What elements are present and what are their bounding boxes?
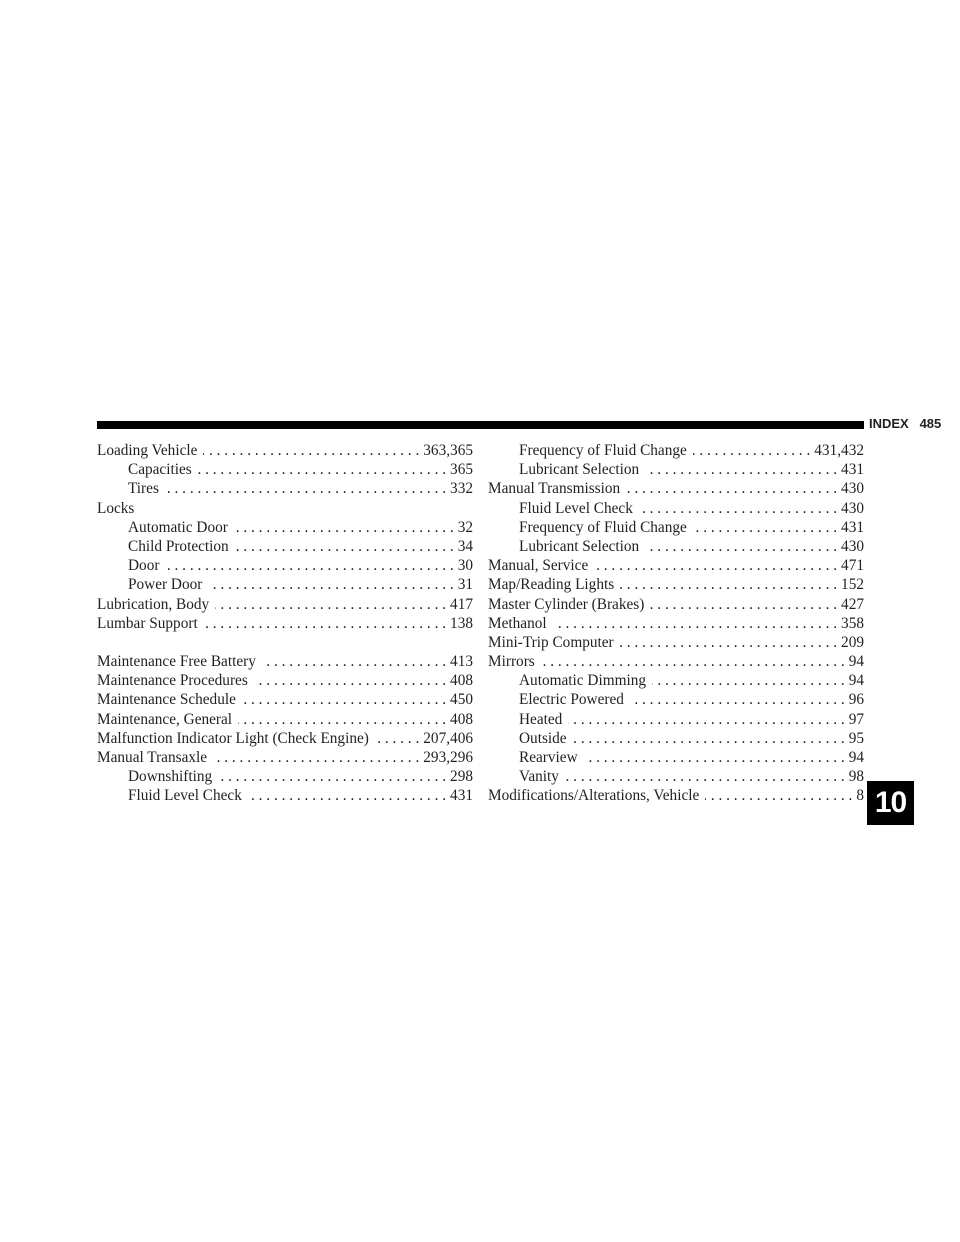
index-entry (97, 499, 473, 518)
index-page-ref: 408 (450, 672, 473, 690)
index-page-ref: 96 (848, 691, 864, 709)
index-term: Fluid Level Check (519, 499, 633, 517)
index-subentry (488, 690, 864, 709)
dot-leader (203, 441, 419, 460)
dot-leader (375, 729, 419, 748)
index-term: Maintenance Schedule (97, 691, 236, 709)
dot-leader (215, 595, 446, 614)
index-page-ref: 431,432 (814, 442, 864, 459)
index-page-ref: 94 (848, 653, 864, 671)
index-page-ref: 431 (450, 787, 473, 805)
index-term: Mini-Trip Computer (488, 633, 614, 651)
index-term: Maintenance Free Battery (97, 653, 256, 671)
dot-leader (650, 595, 837, 614)
dot-leader (165, 556, 453, 575)
dot-leader (235, 537, 454, 556)
index-page-ref: 152 (841, 576, 864, 594)
dot-leader (693, 518, 837, 537)
index-term: Master Cylinder (Brakes) (488, 595, 645, 613)
index-term: Electric Powered (519, 691, 624, 709)
dot-leader (541, 652, 845, 671)
index-term: Manual, Service (488, 557, 589, 575)
index-term: Rearview (519, 749, 578, 766)
index-page-ref: 332 (450, 480, 473, 498)
index-page-ref: 138 (450, 614, 473, 632)
index-term: Malfunction Indicator Light (Check Engine) (97, 729, 369, 747)
dot-leader (553, 614, 837, 633)
index-entry (97, 652, 473, 671)
index-page-ref: 209 (841, 633, 864, 651)
index-term: Lubricant Selection (519, 461, 640, 479)
index-page-ref: 430 (841, 537, 864, 555)
index-subentry (97, 575, 473, 594)
index-term: Locks (97, 499, 135, 517)
dot-leader (234, 518, 454, 537)
dot-leader (594, 556, 837, 575)
index-term: Frequency of Fluid Change (519, 518, 687, 536)
index-page-ref: 431 (841, 461, 864, 479)
index-entry (97, 614, 473, 633)
index-entry (488, 575, 864, 594)
index-entry (488, 633, 864, 652)
index-term: Lumbar Support (97, 614, 198, 632)
dot-leader (242, 690, 446, 709)
dot-leader (248, 786, 446, 805)
index-page-ref: 94 (848, 672, 864, 690)
index-page-ref: 293,296 (423, 749, 473, 766)
dot-leader (568, 710, 844, 729)
dot-leader (213, 748, 419, 767)
index-term: Map/Reading Lights (488, 576, 615, 594)
index-term: Methanol (488, 614, 547, 632)
index-term: Manual Transmission (488, 480, 621, 498)
running-header (869, 416, 941, 432)
index-page-ref: 358 (841, 614, 864, 632)
index-page-ref: 94 (848, 749, 864, 766)
index-page-ref: 431 (841, 518, 864, 536)
index-entry (488, 595, 864, 614)
index-term: Outside (519, 729, 567, 747)
dot-leader (626, 479, 837, 498)
index-entry (97, 441, 473, 460)
index-page-ref: 471 (841, 557, 864, 575)
index-term: Loading Vehicle (97, 442, 198, 459)
header-rule (97, 421, 864, 429)
index-entry (97, 748, 473, 767)
index-page-ref: 417 (450, 595, 473, 613)
dot-leader (208, 575, 453, 594)
index-term: Frequency of Fluid Change (519, 442, 687, 459)
index-term: Mirrors (488, 653, 535, 671)
index-term: Automatic Dimming (519, 672, 647, 690)
index-subentry (488, 671, 864, 690)
index-page-ref: 98 (848, 768, 864, 786)
index-term: Vanity (519, 768, 559, 786)
index-entry (97, 595, 473, 614)
index-page-ref: 34 (457, 537, 473, 555)
dot-leader (639, 499, 837, 518)
index-term: Modifications/Alterations, Vehicle (488, 787, 700, 805)
dot-leader (165, 479, 446, 498)
index-column-right (488, 441, 864, 806)
index-term: Downshifting (128, 768, 213, 786)
dot-leader (584, 748, 845, 767)
index-page-ref: 95 (848, 729, 864, 747)
index-subentry (488, 499, 864, 518)
index-entry (488, 652, 864, 671)
index-term: Lubricant Selection (519, 537, 640, 555)
index-term: Heated (519, 710, 563, 728)
index-term: Lubrication, Body (97, 595, 210, 613)
index-term: Door (128, 557, 160, 575)
index-term: Automatic Door (128, 518, 228, 536)
index-term: Manual Transaxle (97, 749, 208, 766)
index-entry (97, 729, 473, 748)
index-page-ref: 430 (841, 480, 864, 498)
dot-leader (705, 786, 852, 805)
index-subentry (488, 748, 864, 767)
index-subentry (97, 767, 473, 786)
dot-leader (262, 652, 446, 671)
index-entry (488, 786, 864, 805)
dot-leader (645, 537, 837, 556)
index-page-ref: 30 (457, 557, 473, 575)
index-entry (488, 556, 864, 575)
index-term: Maintenance, General (97, 710, 233, 728)
index-subentry (97, 479, 473, 498)
index-page-ref: 363,365 (423, 442, 473, 459)
dot-leader (620, 633, 837, 652)
index-page-ref: 97 (848, 710, 864, 728)
dot-leader (198, 460, 446, 479)
index-page-ref: 207,406 (423, 729, 473, 747)
header-label: INDEX (869, 416, 909, 431)
dot-leader (204, 614, 446, 633)
index-term: Maintenance Procedures (97, 672, 248, 690)
index-subentry (488, 518, 864, 537)
index-subentry (97, 518, 473, 537)
dot-leader (254, 671, 446, 690)
index-term: Fluid Level Check (128, 787, 242, 805)
index-subentry (488, 441, 864, 460)
index-subentry (97, 460, 473, 479)
index-term: Power Door (128, 576, 203, 594)
index-page-ref: 31 (457, 576, 473, 594)
index-term: Child Protection (128, 537, 229, 555)
index-page-ref: 8 (856, 787, 864, 805)
dot-leader (630, 690, 845, 709)
index-page-ref: 408 (450, 710, 473, 728)
index-entry (97, 671, 473, 690)
index-page-ref: 450 (450, 691, 473, 709)
index-subentry (488, 729, 864, 748)
index-subentry (488, 460, 864, 479)
header-page-number: 485 (919, 416, 942, 431)
index-page-ref: 430 (841, 499, 864, 517)
dot-leader (218, 767, 446, 786)
dot-leader (565, 767, 845, 786)
dot-leader (652, 671, 845, 690)
index-group-spacer (97, 633, 473, 652)
chapter-tab: 10 (867, 781, 914, 825)
index-entry (488, 614, 864, 633)
index-entry (97, 710, 473, 729)
index-page-ref: 413 (450, 653, 473, 671)
index-page-ref: 365 (450, 461, 473, 479)
index-term: Tires (128, 480, 159, 498)
index-page-ref: 298 (450, 768, 473, 786)
index-column-left (97, 441, 473, 806)
index-entry (488, 479, 864, 498)
index-subentry (97, 786, 473, 805)
index-page-ref: 32 (457, 518, 473, 536)
index-subentry (97, 556, 473, 575)
index-subentry (488, 710, 864, 729)
dot-leader (573, 729, 845, 748)
index-subentry (488, 767, 864, 786)
index-subentry (488, 537, 864, 556)
index-subentry (97, 537, 473, 556)
index-page-ref: 427 (841, 595, 864, 613)
dot-leader (620, 575, 837, 594)
dot-leader (645, 460, 837, 479)
index-term: Capacities (128, 461, 192, 479)
dot-leader (693, 441, 810, 460)
index-entry (97, 690, 473, 709)
dot-leader (238, 710, 446, 729)
